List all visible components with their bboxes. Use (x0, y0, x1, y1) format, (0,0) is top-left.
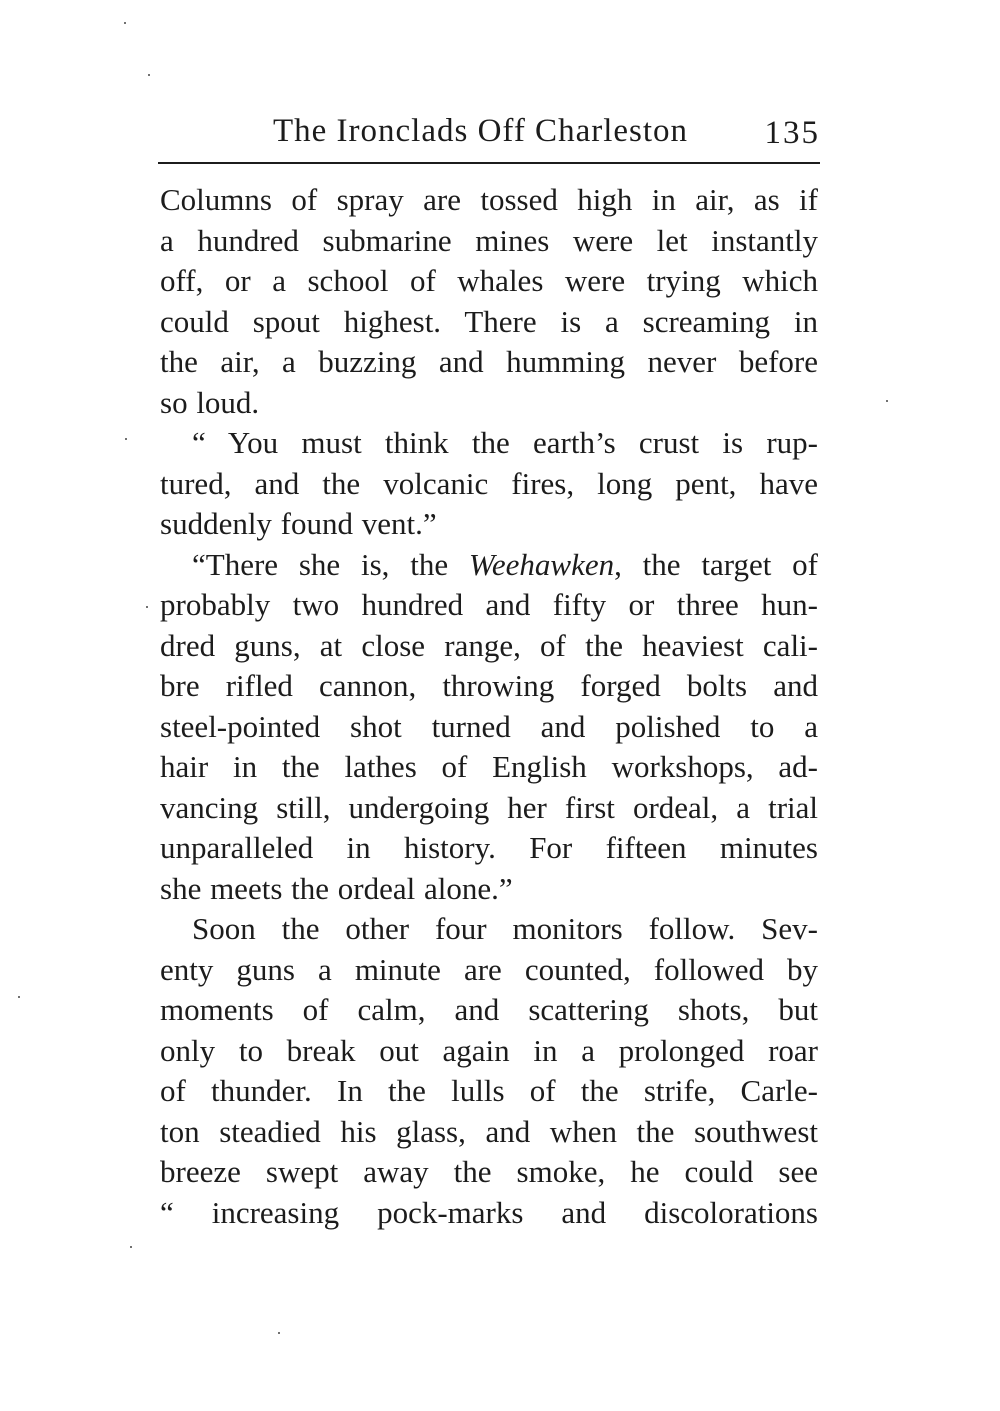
text-line: dred guns, at close range, of the heaviest cali- (160, 627, 818, 663)
text-line: Soon the other four monitors follow. Sev- (192, 911, 818, 946)
header-rule (158, 162, 820, 164)
page-number: 135 (764, 115, 820, 151)
text-line: off, or a school of whales were trying which (160, 263, 818, 298)
scan-speck (886, 400, 888, 402)
scan-speck (124, 22, 126, 24)
quote-lead: “There she is, the (192, 546, 469, 582)
text-line: tured, and the volcanic fires, long pent, have (160, 465, 818, 501)
scan-speck (125, 438, 127, 440)
text-line: a hundred submarine mines were let instantly (160, 222, 818, 258)
text-line: “ You must think the earth’s crust is rup- (192, 425, 818, 460)
scan-speck (130, 1246, 132, 1248)
running-title: The Ironclads Off Charleston (273, 113, 689, 149)
paragraph-3 (160, 545, 818, 910)
text-line: Columns of spray are tossed high in air, as if (160, 182, 818, 217)
text-line: probably two hundred and fifty or three hun- (160, 587, 818, 622)
text-line: vancing still, undergoing her first ordeal, a trial (160, 789, 818, 825)
text-line: unparalleled in history. For fifteen minutes (160, 830, 818, 865)
scan-speck (148, 74, 150, 76)
text-line: steel-pointed shot turned and polished to a (160, 708, 818, 744)
paragraph-1 (160, 180, 818, 423)
text-line: “ increasing pock-marks and discolorations (160, 1194, 818, 1230)
text-line: hair in the lathes of English workshops, ad- (160, 749, 818, 784)
paragraph-2 (160, 423, 818, 545)
text-line: suddenly found vent.” (160, 506, 437, 541)
text-line: she meets the ordeal alone.” (160, 870, 513, 906)
ship-name: Weehawken (468, 546, 615, 582)
text-line: of thunder. In the lulls of the strife, Carle- (160, 1073, 818, 1108)
text-line (160, 545, 818, 586)
text-line: bre rifled cannon, throwing forged bolts and (160, 668, 818, 703)
scan-speck (146, 606, 148, 608)
text-line: could spout highest. There is a screaming in (160, 303, 818, 339)
quote-tail: , the target of (614, 546, 818, 582)
text-line: enty guns a minute are counted, followed by (160, 951, 818, 987)
page-header (158, 108, 820, 154)
scan-speck (278, 1332, 280, 1334)
body-text (160, 180, 818, 1233)
paragraph-4 (160, 909, 818, 1233)
text-line: only to break out again in a prolonged roar (160, 1032, 818, 1068)
text-line: so loud. (160, 384, 260, 420)
scan-speck (18, 996, 20, 998)
text-line: the air, a buzzing and humming never before (160, 344, 818, 379)
text-line: moments of calm, and scattering shots, but (160, 992, 818, 1027)
text-line: breeze swept away the smoke, he could see (160, 1154, 818, 1189)
text-line: ton steadied his glass, and when the southwest (160, 1113, 818, 1149)
